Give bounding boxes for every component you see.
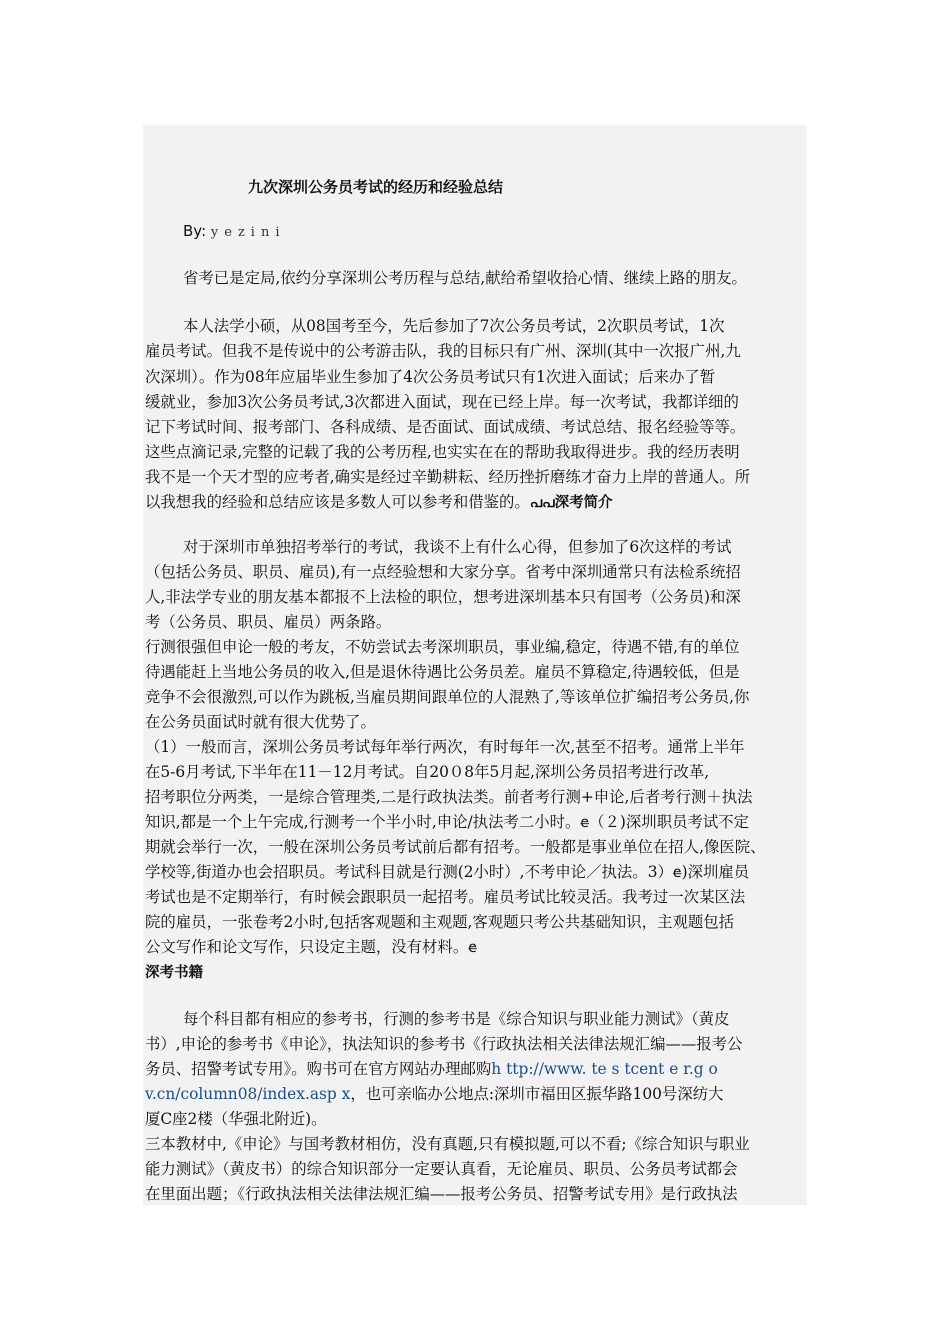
text-run: 三本教材中,《申论》与国考教材相仿，没有真题,只有模拟题,可以不看;《综合知识与职业 — [145, 1135, 750, 1153]
text-run: 公文写作和论文写作，只设定主题，没有材料。ꬳ — [145, 938, 477, 956]
text-run: 这些点滴记录,完整的记载了我的公考历程,也实实在在的帮助我取得进步。我的经历表明 — [145, 443, 740, 461]
text-run: 在里面出题；《行政执法相关法律法规汇编——报考公务员、招警考试专用》是行政执法 — [145, 1185, 738, 1203]
text-run: 厦C座2楼（华强北附近)。 — [145, 1110, 327, 1128]
paragraph-line — [145, 491, 613, 514]
text-run: 务员、招警考试专用》。购书可在官方网站办理邮购 — [145, 1060, 492, 1078]
text-run: 竞争不会很激烈,可以作为跳板,当雇员期间跟单位的人混熟了,等该单位扩编招考公务员,你 — [145, 688, 750, 706]
text-run: ，也可亲临办公地点:深圳市福田区振华路100号深纺大 — [350, 1085, 724, 1103]
paragraph-line — [145, 911, 734, 933]
text-run: 考（公务员、职员、雇员）两条路。 — [145, 613, 392, 631]
paragraph-line — [145, 811, 749, 833]
section-title-intro: 深考简介 — [554, 495, 613, 511]
website-link[interactable]: h ttp://www. te s tcent e r.g o — [491, 1060, 718, 1078]
text-run: 学校等,街道办也会招职员。考试科目就是行测(2小时）,不考申论／执法。3）ꬳ)深圳雇员 — [145, 863, 750, 881]
text-run: 次深圳）。作为08年应届毕业生参加了4次公务员考试只有1次进入面试；后来办了暂 — [145, 368, 716, 386]
text-run: （包括公务员、职员、雇员),有一点经验想和大家分享。省考中深圳通常只有法检系统招 — [145, 563, 741, 581]
text-run: 招考职位分两类，一是综合管理类,二是行政执法类。前者考行测+申论,后者考行测＋执法 — [145, 788, 753, 806]
text-run: 对于深圳市单独招考举行的考试，我谈不上有什么心得，但参加了6次这样的考试 — [183, 538, 732, 556]
paragraph-line — [145, 861, 749, 883]
text-run: 院的雇员，一张卷考2小时,包括客观题和主观题,客观题只考公共基础知识，主观题包括 — [145, 913, 735, 931]
paragraph-line — [145, 561, 741, 583]
website-link[interactable]: v.cn/column08/index.asp x — [145, 1085, 351, 1103]
paragraph-line — [145, 1133, 750, 1155]
paragraph-line — [145, 686, 749, 708]
paragraph-line — [145, 391, 739, 413]
text-run: 省考已是定局,依约分享深圳公考历程与总结,献给希望收拾心情、继续上路的朋友。 — [183, 269, 747, 287]
paragraph-line — [145, 1183, 738, 1205]
section-title-books: 深考书籍 — [145, 965, 203, 981]
text-run: 每个科目都有相应的参考书，行测的参考书是《综合知识与职业能力测试》（黄皮 — [183, 1010, 730, 1028]
paragraph-line — [145, 611, 391, 633]
paragraph-line — [145, 936, 477, 958]
paragraph-line — [145, 340, 741, 362]
paragraph-line — [145, 416, 745, 438]
text-run: 能力测试》（黄皮书）的综合知识部分一定要认真看，无论雇员、职员、公务员考试都会 — [145, 1160, 738, 1178]
paragraph-line — [145, 886, 745, 908]
paragraph-line — [145, 661, 740, 683]
paragraph-line — [145, 836, 766, 858]
paragraph-line — [145, 636, 740, 658]
text-run: 考试也是不定期举行，有时候会跟职员一起招考。雇员考试比较灵活。我考过一次某区法 — [145, 888, 746, 906]
by-label: By: — [183, 222, 211, 240]
author-name: yezini — [210, 225, 286, 240]
text-run: 我不是一个天才型的应考者,确实是经过辛勤耕耘、经历挫折磨练才奋力上岸的普通人。所 — [145, 468, 751, 486]
paragraph-line — [145, 466, 750, 488]
author-line — [183, 222, 285, 240]
paragraph-line — [145, 761, 709, 783]
section-heading — [145, 961, 203, 984]
paragraph-line — [145, 1108, 326, 1130]
paragraph-line — [145, 441, 740, 463]
text-run: 在公务员面试时就有很大优势了。 — [145, 713, 376, 731]
text-run: 期就会举行一次，一般在深圳公务员考试前后都有招考。一般都是事业单位在招人,像医院、 — [145, 838, 766, 856]
text-run: 以我想我的经验和总结应该是多数人可以参考和借鉴的。 — [145, 493, 530, 511]
section-marker: പപ — [529, 495, 555, 511]
paragraph-line — [145, 711, 376, 733]
text-run: 行测很强但申论一般的考友，不妨尝试去考深圳职员，事业编,稳定，待遇不错,有的单位 — [145, 638, 740, 656]
text-run: （1）一般而言，深圳公务员考试每年举行两次，有时每年一次,甚至不招考。通常上半年 — [145, 738, 745, 756]
text-run: 人,非法学专业的朋友基本都报不上法检的职位，想考进深圳基本只有国考（公务员)和深 — [145, 588, 741, 606]
paragraph-line — [183, 315, 724, 337]
paragraph-line — [145, 786, 753, 808]
paragraph-line — [145, 1083, 724, 1105]
text-run: 在5-6月考试,下半年在11－12月考试。自20０8年5月起,深圳公务员招考进行改革, — [145, 763, 710, 781]
text-run: 缓就业，参加3次公务员考试,3次都进入面试，现在已经上岸。每一次考试，我都详细的 — [145, 393, 739, 411]
paragraph-line — [145, 366, 715, 388]
text-run: 待遇能赶上当地公务员的收入,但是退休待遇比公务员差。雇员不算稳定,待遇较低，但是 — [145, 663, 740, 681]
intro-paragraph — [183, 267, 747, 289]
paragraph-line — [183, 1008, 729, 1030]
paragraph-line — [183, 536, 731, 558]
paragraph-line — [145, 586, 741, 608]
text-run: 书）,申论的参考书《申论》，执法知识的参考书《行政执法相关法律法规汇编——报考公 — [145, 1035, 743, 1053]
text-run: 雇员考试。但我不是传说中的公考游击队，我的目标只有广州、深圳(其中一次报广州,九 — [145, 342, 741, 360]
text-run: 本人法学小硕，从08国考至今，先后参加了7次公务员考试，2次职员考试，1次 — [183, 317, 725, 335]
text-run: 知识,都是一个上午完成,行测考一个半小时,申论/执法考二小时。ꬳ（２)深圳职员考试不定 — [145, 813, 750, 831]
paragraph-line — [145, 1033, 742, 1055]
paragraph-line — [145, 736, 745, 758]
document-title: 九次深圳公务员考试的经历和经验总结 — [248, 178, 504, 196]
paragraph-line — [145, 1058, 718, 1080]
paragraph-line — [145, 1158, 738, 1180]
text-run: 记下考试时间、报考部门、各科成绩、是否面试、面试成绩、考试总结、报名经验等等。 — [145, 418, 746, 436]
